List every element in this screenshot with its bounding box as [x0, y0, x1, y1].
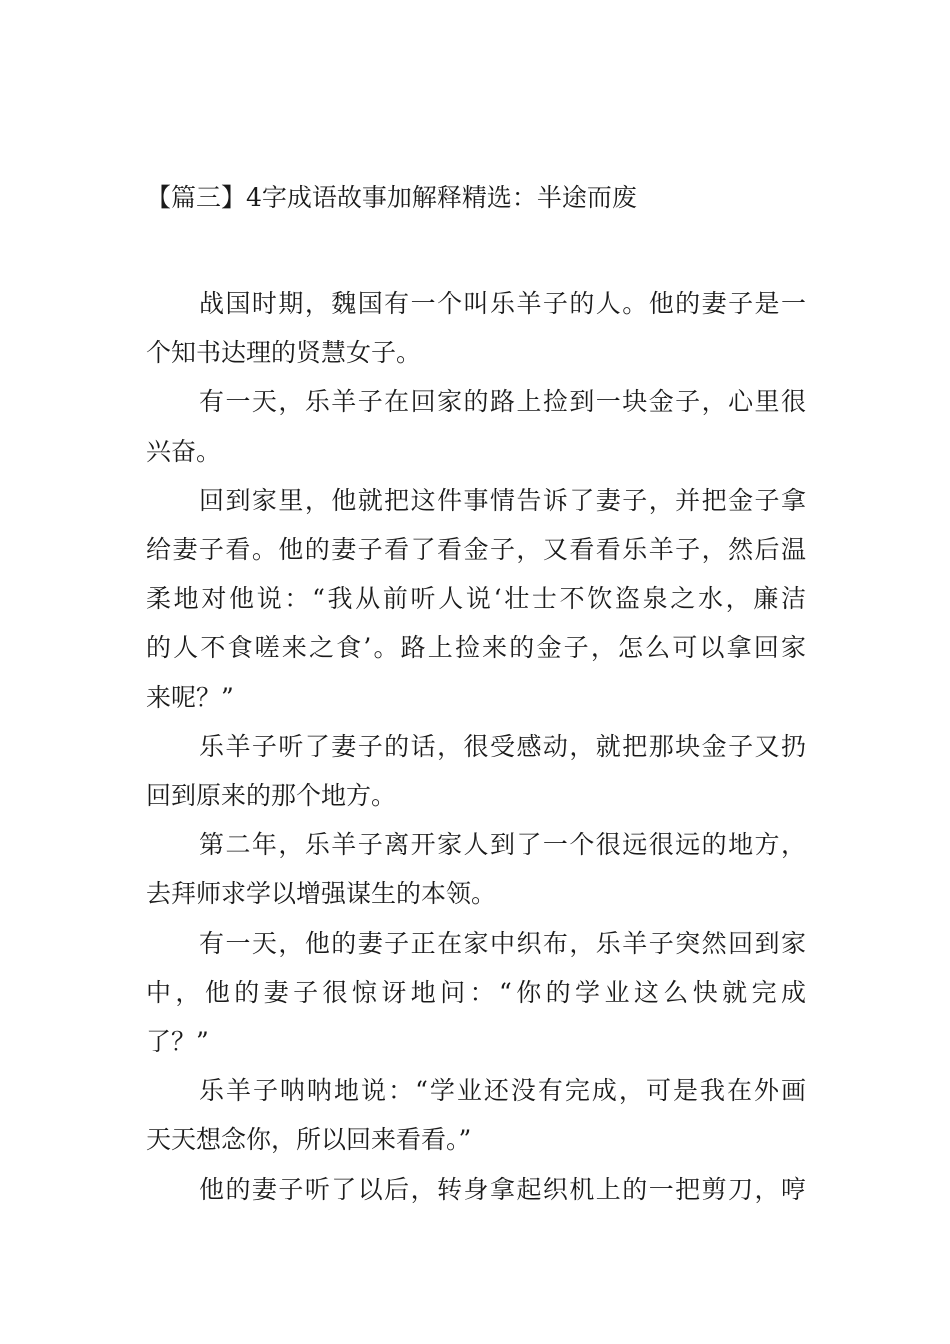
text-line: 回到家里，他就把这件事情告诉了妻子，并把金子拿: [199, 485, 806, 515]
text-line: 兴奋。: [146, 436, 222, 466]
text-line: 有一天，他的妻子正在家中织布，乐羊子突然回到家: [199, 928, 806, 958]
text-line: 柔地对他说：“我从前听人说‘壮士不饮盗泉之水，廉洁: [146, 584, 806, 614]
paragraph: [146, 820, 806, 918]
text-line: 中，他的妻子很惊讶地问：“你的学业这么快就完成: [146, 977, 806, 1007]
text-line: 乐羊子听了妻子的话，很受感动，就把那块金子又扔: [199, 731, 806, 761]
text-line: 给妻子看。他的妻子看了看金子，又看看乐羊子，然后温: [146, 535, 806, 565]
text-line: 乐羊子呐呐地说：“学业还没有完成，可是我在外画: [199, 1076, 806, 1106]
text-line: 来呢？”: [146, 682, 234, 712]
paragraph: [146, 476, 806, 722]
text-line: 的人不食嗟来之食’。路上捡来的金子，怎么可以拿回家: [146, 633, 806, 663]
section-heading: 【篇三】4字成语故事加解释精选：半途而废: [146, 183, 637, 212]
text-line: 回到原来的那个地方。: [146, 781, 397, 811]
paragraph: [146, 1066, 806, 1164]
paragraph: [146, 919, 806, 1067]
text-line: 战国时期，魏国有一个叫乐羊子的人。他的妻子是一: [199, 289, 806, 318]
paragraph: [146, 279, 806, 377]
paragraph: [146, 1165, 806, 1214]
text-line: 第二年，乐羊子离开家人到了一个很远很远的地方，: [199, 830, 806, 860]
text-line: 他的妻子听了以后，转身拿起织机上的一把剪刀，哼: [199, 1174, 806, 1204]
text-line: 去拜师求学以增强谋生的本领。: [146, 879, 497, 909]
paragraph: [146, 377, 806, 475]
text-line: 个知书达理的贤慧女子。: [146, 338, 422, 368]
text-line: 了？”: [146, 1027, 209, 1057]
text-line: 有一天，乐羊子在回家的路上捡到一块金子，心里很: [199, 387, 806, 417]
story-body: [146, 279, 806, 1214]
paragraph: [146, 722, 806, 820]
text-line: 天天想念你，所以回来看看。”: [146, 1125, 472, 1155]
